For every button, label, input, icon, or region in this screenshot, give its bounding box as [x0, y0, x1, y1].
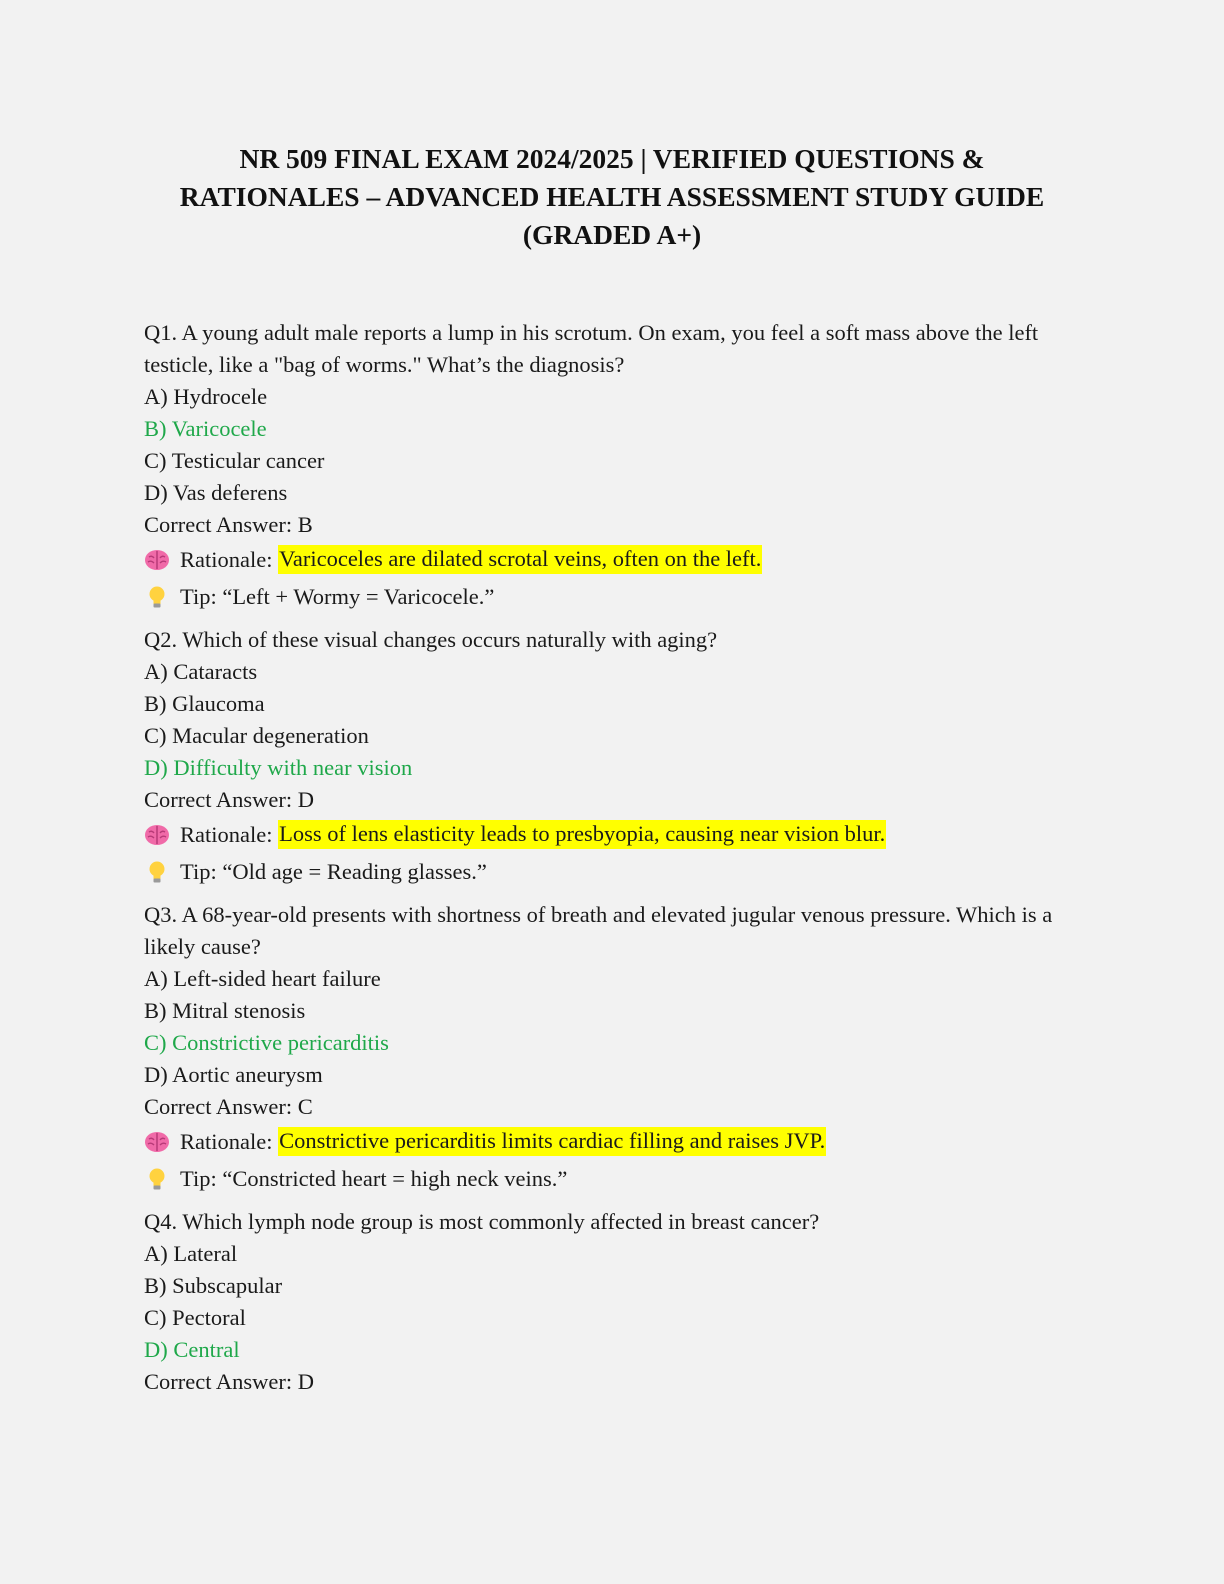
lightbulb-icon: [144, 1166, 170, 1192]
option-a: A) Left-sided heart failure: [144, 966, 381, 991]
tip-text: Tip: “Left + Wormy = Varicocele.”: [180, 583, 495, 609]
option-c: C) Macular degeneration: [144, 723, 369, 748]
rationale-label: Rationale:: [180, 546, 273, 572]
title-line-1: NR 509 FINAL EXAM 2024/2025 | VERIFIED QUESTIONS &: [239, 143, 985, 174]
question-2: [144, 624, 1084, 890]
correct-answer: Correct Answer: C: [144, 1094, 313, 1119]
option-c: C) Testicular cancer: [144, 448, 325, 473]
option-a: A) Lateral: [144, 1241, 238, 1266]
tip-text: Tip: “Old age = Reading glasses.”: [180, 858, 487, 884]
option-b-correct: B) Varicocele: [144, 416, 267, 441]
correct-answer: Correct Answer: D: [144, 787, 314, 812]
rationale-label: Rationale:: [180, 1128, 273, 1154]
rationale-text: Constrictive pericarditis limits cardiac filling and raises JVP.: [278, 1127, 826, 1156]
option-b: B) Subscapular: [144, 1273, 283, 1298]
option-a: A) Hydrocele: [144, 384, 268, 409]
lightbulb-icon: [144, 859, 170, 885]
rationale-line: [144, 1123, 1084, 1160]
brain-icon: [144, 822, 170, 848]
brain-icon: [144, 1129, 170, 1155]
question-4: [144, 1206, 1084, 1398]
option-d: D) Vas deferens: [144, 480, 288, 505]
tip-line: [144, 853, 1084, 890]
question-stem: Q2. Which of these visual changes occurs naturally with aging?: [144, 627, 718, 652]
correct-answer: Correct Answer: B: [144, 512, 313, 537]
rationale-label: Rationale:: [180, 821, 273, 847]
tip-line: [144, 578, 1084, 615]
question-stem: Q3. A 68-year-old presents with shortness of breath and elevated jugular venous pressure. Which is a likely cause?: [144, 902, 1053, 959]
rationale-line: [144, 541, 1084, 578]
option-d-correct: D) Central: [144, 1337, 240, 1362]
rationale-text: Loss of lens elasticity leads to presbyopia, causing near vision blur.: [278, 820, 886, 849]
correct-answer: Correct Answer: D: [144, 1369, 314, 1394]
question-stem: Q1. A young adult male reports a lump in his scrotum. On exam, you feel a soft mass above the left testicle, like a "bag of worms." What’s the diagnosis?: [144, 320, 1039, 377]
lightbulb-icon: [144, 584, 170, 610]
option-d-correct: D) Difficulty with near vision: [144, 755, 413, 780]
rationale-line: [144, 816, 1084, 853]
question-3: [144, 899, 1084, 1197]
question-stem: Q4. Which lymph node group is most commonly affected in breast cancer?: [144, 1209, 820, 1234]
tip-text: Tip: “Constricted heart = high neck veins.”: [180, 1165, 568, 1191]
option-b: B) Glaucoma: [144, 691, 265, 716]
option-d: D) Aortic aneurysm: [144, 1062, 323, 1087]
option-c-correct: C) Constrictive pericarditis: [144, 1030, 389, 1055]
question-1: [144, 317, 1084, 615]
questions-list: [144, 317, 1084, 1407]
option-a: A) Cataracts: [144, 659, 258, 684]
title-line-2: RATIONALES – ADVANCED HEALTH ASSESSMENT STUDY GUIDE: [179, 181, 1045, 212]
title-line-3: (GRADED A+): [522, 219, 702, 250]
option-b: B) Mitral stenosis: [144, 998, 306, 1023]
brain-icon: [144, 547, 170, 573]
rationale-text: Varicoceles are dilated scrotal veins, often on the left.: [278, 545, 762, 574]
document-title: [110, 140, 1114, 254]
tip-line: [144, 1160, 1084, 1197]
option-c: C) Pectoral: [144, 1305, 246, 1330]
